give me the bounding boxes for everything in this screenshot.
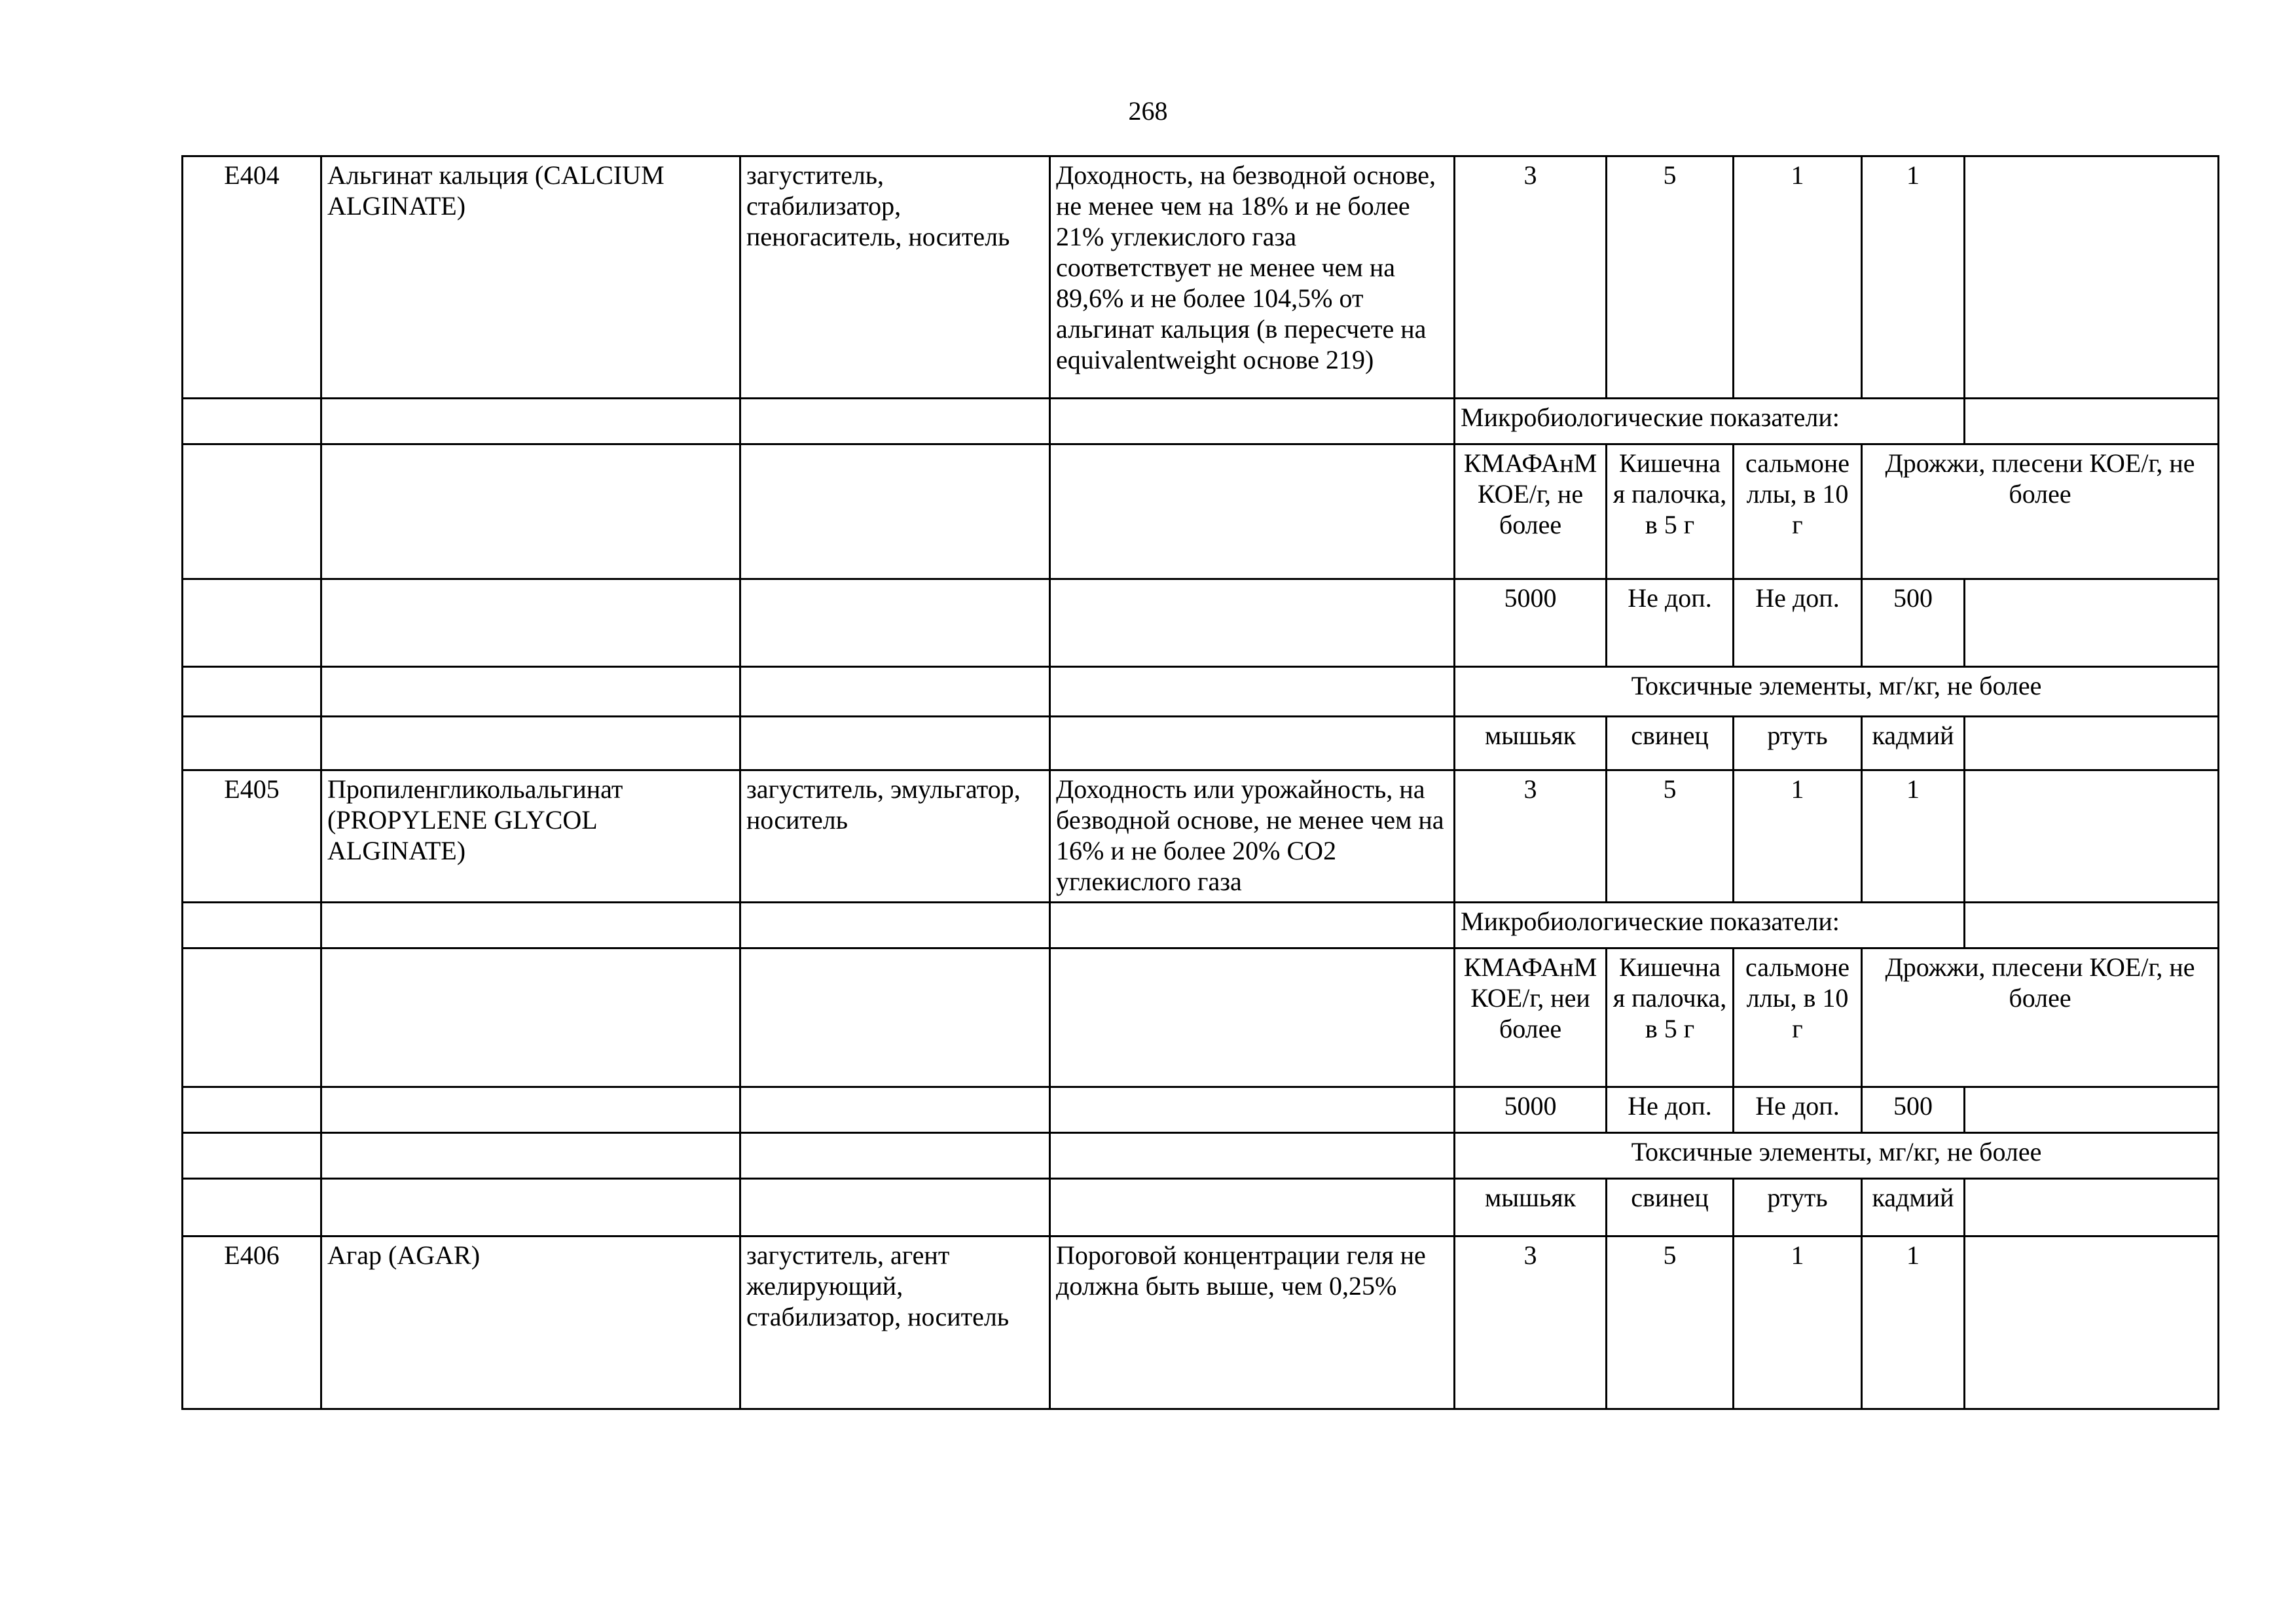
additive-code: E405 — [183, 770, 321, 903]
micro-value-yeast: 500 — [1862, 1087, 1965, 1133]
additive-name: Пропиленгликольальгинат (PROPYLENE GLYCOL ALGINATE) — [321, 770, 740, 903]
cadmium-value: 1 — [1862, 156, 1965, 399]
micro-value-salmonella: Не доп. — [1734, 1087, 1862, 1133]
additive-function: загуститель, эмульгатор, носитель — [740, 770, 1050, 903]
empty-cell — [1965, 156, 2219, 399]
toxic-header-lead: свинец — [1607, 717, 1734, 770]
empty-cell — [1965, 770, 2219, 903]
additives-spec-table — [181, 155, 2219, 1410]
micro-header-kmafanm: КМАФАнМ КОЕ/г, неи более — [1455, 948, 1607, 1087]
table-row — [183, 156, 2219, 399]
additive-name: Агар (AGAR) — [321, 1236, 740, 1409]
additive-name: Альгинат кальция (CALCIUM ALGINATE) — [321, 156, 740, 399]
toxic-header-mercury: ртуть — [1734, 717, 1862, 770]
micro-header-yeast: Дрожжи, плесени КОЕ/г, не более — [1862, 444, 2219, 579]
lead-value: 5 — [1607, 156, 1734, 399]
additive-code: E404 — [183, 156, 321, 399]
table-row — [183, 770, 2219, 903]
micro-header-ecoli: Кишечна я палочка, в 5 г — [1607, 948, 1734, 1087]
additive-criteria: Доходность, на безводной основе, не менее чем на 18% и не более 21% углекислого газа соответствует не менее чем на 89,6% и не более 104,5% от альгинат кальция (в пересчете на equivalentweight основе 219) — [1050, 156, 1455, 399]
lead-value: 5 — [1607, 770, 1734, 903]
table-row — [183, 667, 2219, 717]
additive-function: загуститель, стабилизатор, пеногаситель, носитель — [740, 156, 1050, 399]
lead-value: 5 — [1607, 1236, 1734, 1409]
table-row — [183, 948, 2219, 1087]
micro-value-kmafanm: 5000 — [1455, 579, 1607, 667]
micro-title: Микробиологические показатели: — [1455, 399, 1965, 444]
mercury-value: 1 — [1734, 1236, 1862, 1409]
cadmium-value: 1 — [1862, 1236, 1965, 1409]
mercury-value: 1 — [1734, 770, 1862, 903]
additive-criteria: Доходность или урожайность, на безводной основе, не менее чем на 16% и не более 20% CO2 углекислого газа — [1050, 770, 1455, 903]
arsenic-value: 3 — [1455, 156, 1607, 399]
empty-cell — [1965, 1236, 2219, 1409]
arsenic-value: 3 — [1455, 1236, 1607, 1409]
toxic-header-mercury: ртуть — [1734, 1179, 1862, 1236]
micro-value-yeast: 500 — [1862, 579, 1965, 667]
page-number: 268 — [1128, 96, 1168, 126]
additive-criteria: Пороговой концентрации геля не должна быть выше, чем 0,25% — [1050, 1236, 1455, 1409]
additive-function: загуститель, агент желирующий, стабилизатор, носитель — [740, 1236, 1050, 1409]
table-row — [183, 579, 2219, 667]
table-row — [183, 903, 2219, 948]
arsenic-value: 3 — [1455, 770, 1607, 903]
table-row — [183, 444, 2219, 579]
toxic-header-cadmium: кадмий — [1862, 1179, 1965, 1236]
micro-header-salmonella: сальмоне ллы, в 10 г — [1734, 444, 1862, 579]
toxic-header-cadmium: кадмий — [1862, 717, 1965, 770]
micro-value-ecoli: Не доп. — [1607, 579, 1734, 667]
micro-header-ecoli: Кишечна я палочка, в 5 г — [1607, 444, 1734, 579]
table-row — [183, 1133, 2219, 1179]
additive-code: E406 — [183, 1236, 321, 1409]
micro-value-salmonella: Не доп. — [1734, 579, 1862, 667]
toxic-header-arsenic: мышьяк — [1455, 1179, 1607, 1236]
mercury-value: 1 — [1734, 156, 1862, 399]
micro-value-kmafanm: 5000 — [1455, 1087, 1607, 1133]
micro-header-salmonella: сальмоне ллы, в 10 г — [1734, 948, 1862, 1087]
micro-value-ecoli: Не доп. — [1607, 1087, 1734, 1133]
table-row — [183, 399, 2219, 444]
cadmium-value: 1 — [1862, 770, 1965, 903]
table-row — [183, 1179, 2219, 1236]
micro-header-yeast: Дрожжи, плесени КОЕ/г, не более — [1862, 948, 2219, 1087]
table-row — [183, 1087, 2219, 1133]
toxic-header-lead: свинец — [1607, 1179, 1734, 1236]
toxic-title: Токсичные элементы, мг/кг, не более — [1455, 1133, 2219, 1179]
micro-header-kmafanm: КМАФАнМ КОЕ/г, не более — [1455, 444, 1607, 579]
toxic-title: Токсичные элементы, мг/кг, не более — [1455, 667, 2219, 717]
micro-title: Микробиологические показатели: — [1455, 903, 1965, 948]
table-row — [183, 717, 2219, 770]
toxic-header-arsenic: мышьяк — [1455, 717, 1607, 770]
table-row — [183, 1236, 2219, 1409]
